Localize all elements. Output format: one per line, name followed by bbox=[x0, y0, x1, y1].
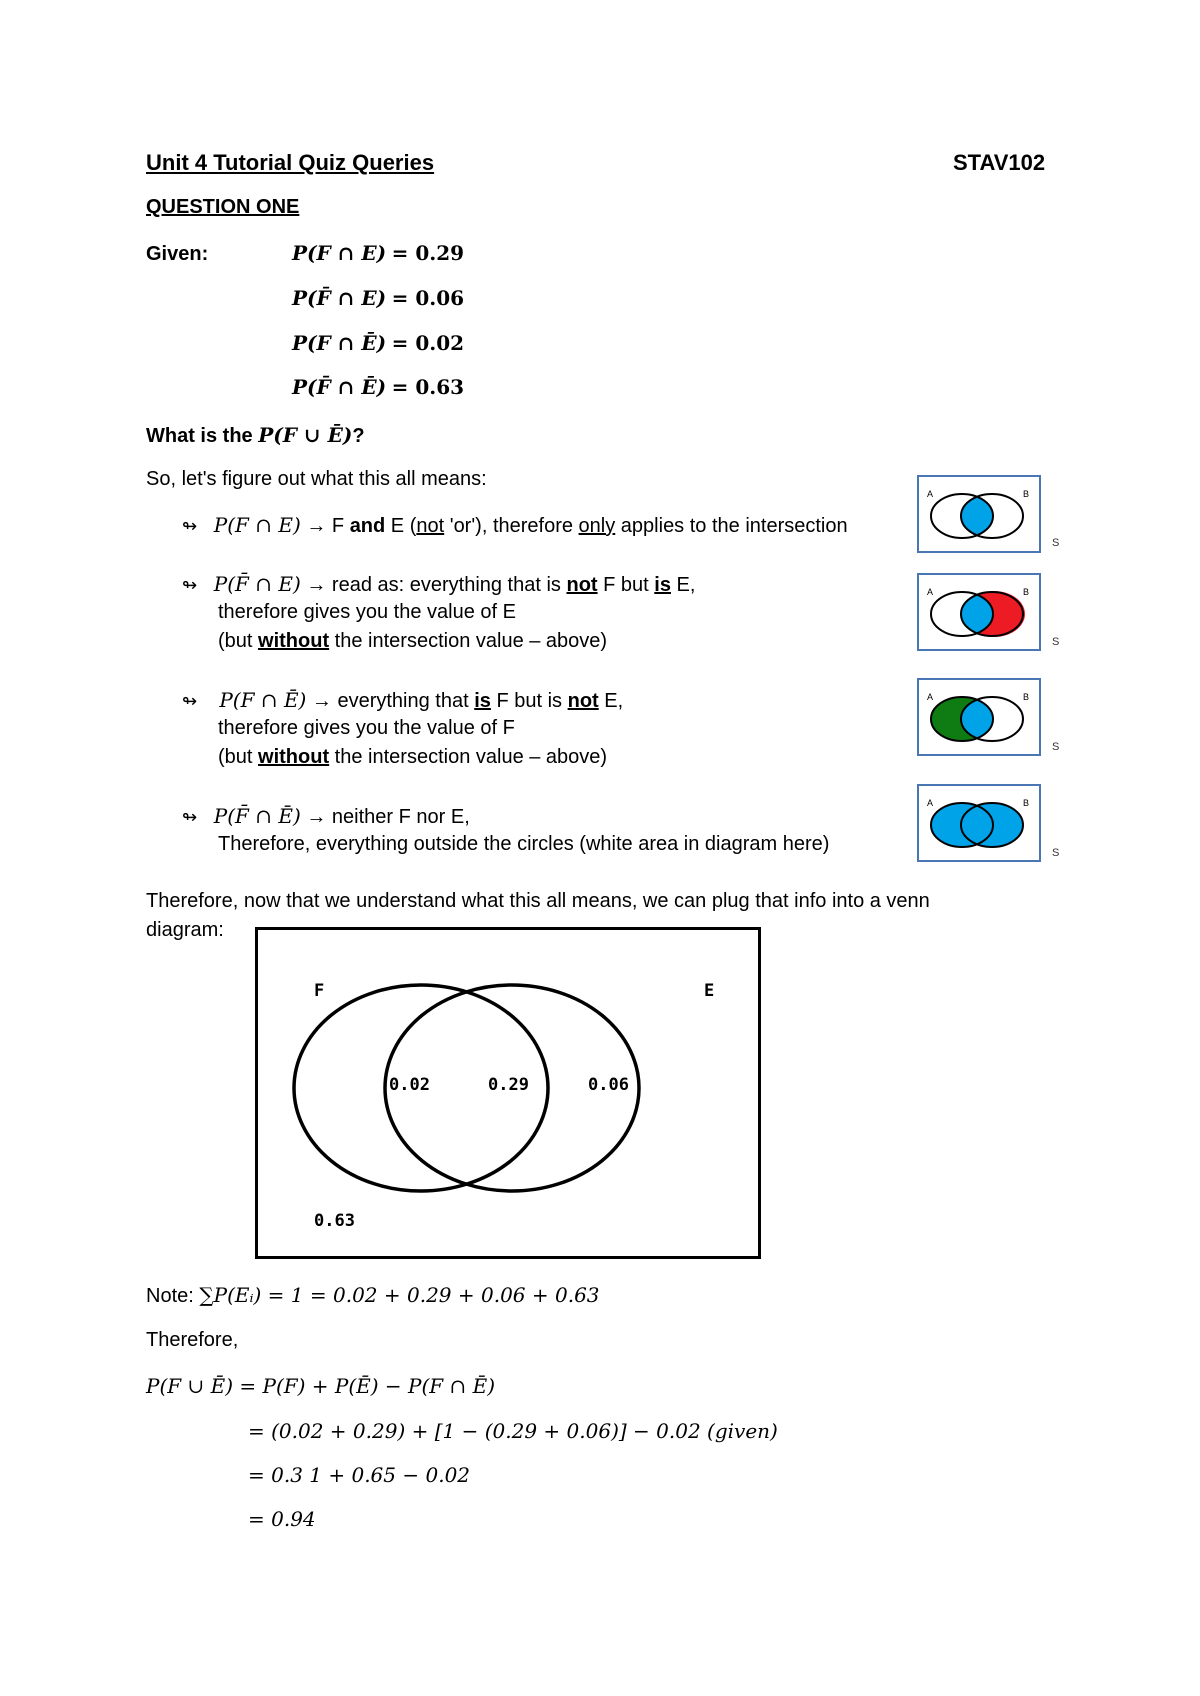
thumb-s-label: S bbox=[1052, 741, 1060, 753]
bullet-3 bbox=[182, 688, 623, 713]
bullet-text: E, bbox=[670, 574, 696, 596]
bullet-arrow-icon: ↬ bbox=[182, 691, 198, 712]
note bbox=[146, 1283, 600, 1308]
bullet-arrow-icon: ↬ bbox=[182, 575, 198, 596]
given-label: Given: bbox=[146, 243, 209, 265]
thumb-label-a: A bbox=[927, 489, 934, 499]
bullet-4 bbox=[182, 804, 470, 829]
given-expr: P(F ∩ Ē) bbox=[292, 331, 387, 355]
bullet-text: E ( bbox=[385, 515, 417, 537]
bullet-emphasis: without bbox=[258, 746, 330, 768]
given-value: = 0.06 bbox=[391, 286, 465, 310]
bullet-expr: P(F̄ ∩ Ē) bbox=[213, 804, 301, 828]
bullet-text: applies to the intersection bbox=[615, 515, 848, 537]
thumb-label-b: B bbox=[1023, 489, 1030, 499]
bullet-expr: P(F̄ ∩ E) bbox=[213, 572, 301, 596]
venn-diagram bbox=[255, 927, 761, 1259]
bullet-3-line-2: therefore gives you the value of F bbox=[218, 717, 515, 739]
bullet-emphasis: and bbox=[349, 515, 386, 537]
note-label: Note: bbox=[146, 1285, 200, 1307]
given-expr: P(F̄ ∩ Ē) bbox=[292, 375, 387, 399]
question-prefix: What is the bbox=[146, 425, 259, 447]
bullet-3-line-3 bbox=[218, 746, 607, 769]
bullet-arrow: → bbox=[306, 806, 327, 828]
bullet-text: the intersection value – above) bbox=[329, 746, 608, 768]
bullet-text: neither F nor E, bbox=[331, 806, 470, 828]
bullet-text: everything that bbox=[337, 690, 475, 712]
working-line-3: = 0.3 1 + 0.65 − 0.02 bbox=[248, 1463, 471, 1487]
working-line-4: = 0.94 bbox=[248, 1507, 316, 1531]
bullet-expr: P(F ∩ Ē) bbox=[219, 688, 307, 712]
bullet-emphasis: is bbox=[474, 690, 491, 712]
bullet-text: E, bbox=[598, 690, 624, 712]
intro-text: So, let's figure out what this all means: bbox=[146, 468, 487, 490]
section-heading: QUESTION ONE bbox=[146, 196, 300, 218]
question bbox=[146, 423, 365, 448]
given-expr: P(F̄ ∩ E) bbox=[292, 286, 387, 310]
thumb-s-label: S bbox=[1052, 847, 1060, 859]
note-expr: ∑P(Eᵢ) = 1 = 0.02 + 0.29 + 0.06 + 0.63 bbox=[199, 1283, 600, 1307]
given-line-2 bbox=[292, 286, 464, 311]
bullet-emphasis: without bbox=[258, 630, 330, 652]
thumb-label-b: B bbox=[1023, 692, 1030, 702]
bullet-1 bbox=[182, 513, 848, 538]
bullet-text: the intersection value – above) bbox=[329, 630, 608, 652]
thumb-s-label: S bbox=[1052, 636, 1060, 648]
venn-thumb-intersection bbox=[917, 475, 1041, 553]
bullet-text: (but bbox=[218, 630, 259, 652]
therefore-label: Therefore, bbox=[146, 1329, 239, 1351]
given-line-3 bbox=[292, 331, 464, 356]
bullet-text: F bbox=[331, 515, 350, 537]
bullet-4-line-2: Therefore, everything outside the circles (white area in diagram here) bbox=[218, 833, 830, 855]
page-title: Unit 4 Tutorial Quiz Queries bbox=[146, 150, 435, 175]
bullet-emphasis: only bbox=[578, 515, 616, 537]
thumb-label-a: A bbox=[927, 692, 934, 702]
bullet-arrow: → bbox=[306, 515, 327, 537]
venn-value-outside: 0.63 bbox=[314, 1211, 355, 1231]
bullet-emphasis: is bbox=[654, 574, 671, 596]
course-code: STAV102 bbox=[953, 150, 1046, 175]
venn-value-f-only: 0.02 bbox=[389, 1075, 430, 1095]
bullet-text: (but bbox=[218, 746, 259, 768]
venn-value-e-only: 0.06 bbox=[588, 1075, 629, 1095]
bullet-emphasis: not bbox=[567, 690, 599, 712]
bullet-text: read as: everything that is bbox=[331, 574, 567, 596]
given-line-4 bbox=[292, 375, 464, 400]
given-expr: P(F ∩ E) bbox=[292, 241, 387, 265]
bullet-text: F but is bbox=[490, 690, 568, 712]
bullet-arrow-icon: ↬ bbox=[182, 807, 198, 828]
thumb-label-a: A bbox=[927, 798, 934, 808]
bullet-text: 'or'), therefore bbox=[444, 515, 579, 537]
bullet-2 bbox=[182, 572, 695, 597]
bullet-emphasis: not bbox=[416, 515, 445, 537]
thumb-label-b: B bbox=[1023, 587, 1030, 597]
bullet-arrow-icon: ↬ bbox=[182, 516, 198, 537]
venn-label-e: E bbox=[704, 981, 715, 1001]
venn-value-intersection: 0.29 bbox=[488, 1075, 529, 1095]
venn-thumb-f-only bbox=[917, 678, 1041, 756]
bullet-emphasis: not bbox=[566, 574, 598, 596]
question-expr: P(F ∪ Ē) bbox=[258, 423, 353, 447]
venn-intro-line-1: Therefore, now that we understand what this all means, we can plug that info into a venn bbox=[146, 890, 930, 912]
bullet-2-line-2: therefore gives you the value of E bbox=[218, 601, 516, 623]
venn-thumb-e-only bbox=[917, 573, 1041, 651]
thumb-label-b: B bbox=[1023, 798, 1030, 808]
given-value: = 0.02 bbox=[391, 331, 465, 355]
venn-intro-line-2: diagram: bbox=[146, 919, 224, 941]
given-line-1 bbox=[292, 241, 464, 266]
bullet-arrow: → bbox=[306, 574, 327, 596]
bullet-2-line-3 bbox=[218, 630, 607, 653]
given-value: = 0.29 bbox=[391, 241, 465, 265]
bullet-text: F but bbox=[597, 574, 655, 596]
given-value: = 0.63 bbox=[391, 375, 465, 399]
venn-thumb-union bbox=[917, 784, 1041, 862]
bullet-arrow: → bbox=[311, 690, 332, 712]
working-line-2: = (0.02 + 0.29) + [1 − (0.29 + 0.06)] − 0.02 (given) bbox=[248, 1419, 778, 1443]
thumb-label-a: A bbox=[927, 587, 934, 597]
venn-label-f: F bbox=[314, 981, 325, 1001]
working-line-1: P(F ∪ Ē) = P(F) + P(Ē) − P(F ∩ Ē) bbox=[146, 1374, 496, 1398]
question-suffix: ? bbox=[352, 425, 365, 447]
bullet-expr: P(F ∩ E) bbox=[213, 513, 301, 537]
thumb-s-label: S bbox=[1052, 537, 1060, 549]
